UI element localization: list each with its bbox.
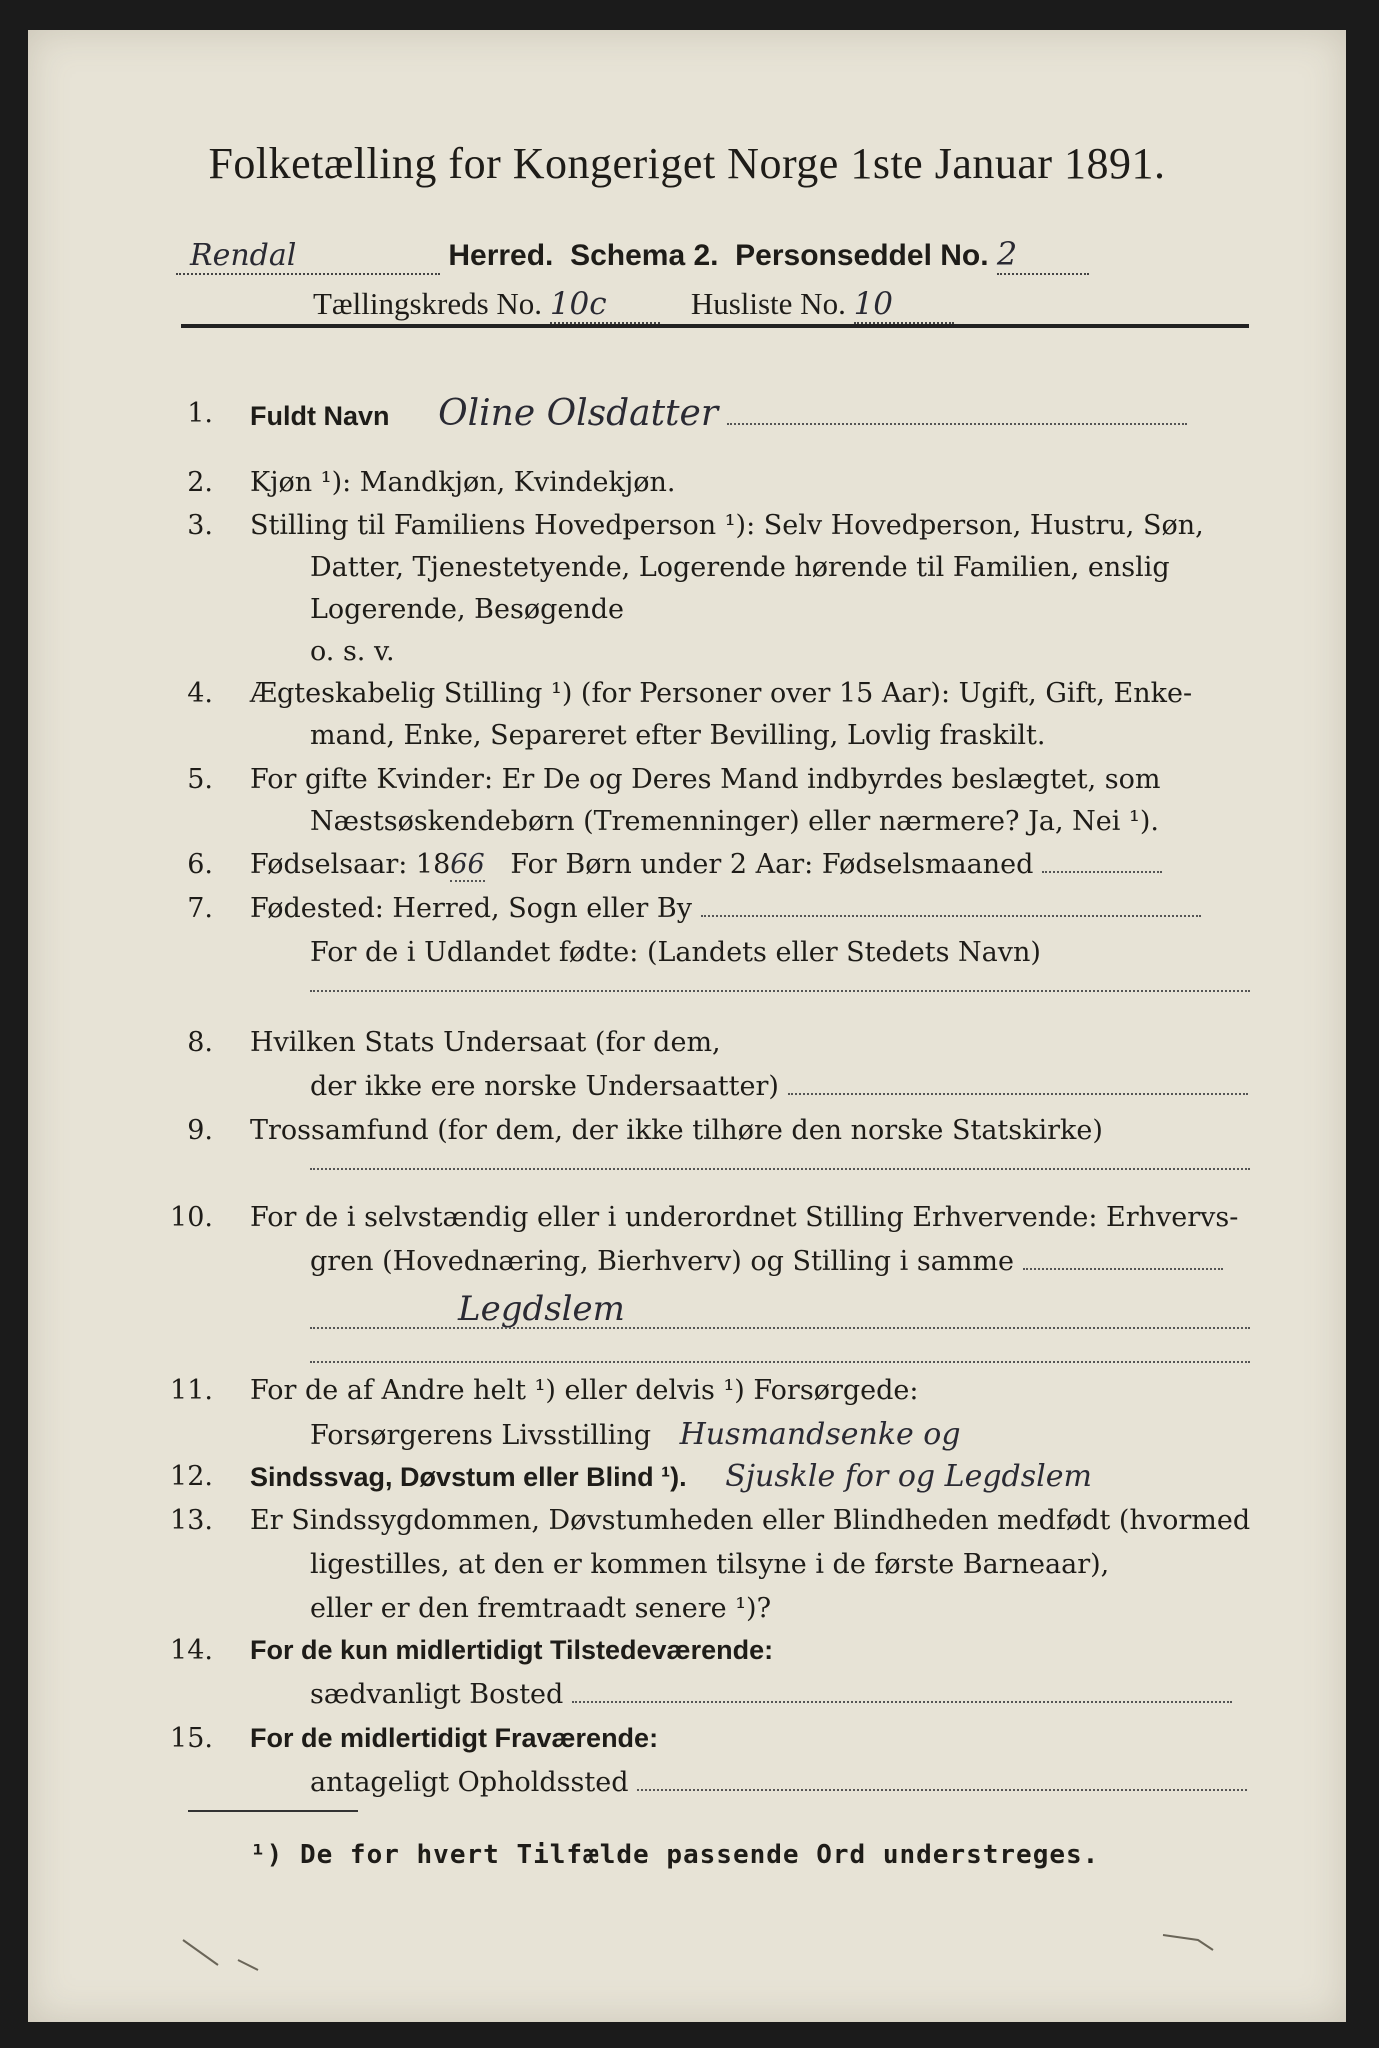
- field-text: Sindssvag, Døvstum eller Blind ¹).: [250, 1462, 687, 1492]
- scan-mark-icon: [1158, 1925, 1248, 1965]
- field-number: 6.: [187, 849, 213, 880]
- husliste-label: Husliste No.: [690, 286, 846, 321]
- field-text: Ægteskabelig Stilling ¹) (for Personer over 15 Aar): Ugift, Gift, Enke-: [250, 678, 1193, 709]
- field-text: Forsørgerens Livsstilling: [310, 1420, 652, 1451]
- field-text: For Børn under 2 Aar: Fødselsmaaned: [510, 849, 1034, 880]
- leader-dots: [727, 409, 1187, 425]
- herred-label: Herred.: [448, 239, 554, 272]
- disability-value: Sjuskle for og Legdslem: [725, 1459, 1092, 1494]
- field-text: Fødselsaar: 18: [250, 849, 451, 880]
- leader-dots: [701, 901, 1201, 917]
- header-rule: [181, 324, 1249, 328]
- field-number: 9.: [187, 1115, 213, 1146]
- field-number: 3.: [187, 510, 213, 541]
- field-text: ligestilles, at den er kommen tilsyne i de første Barneaar),: [310, 1549, 1110, 1580]
- personseddel-label: Personseddel No.: [735, 239, 989, 272]
- leader-dots: [310, 1154, 1250, 1170]
- field-7-line: [250, 888, 1201, 929]
- leader-dots: [1023, 1254, 1223, 1270]
- full-name-value: Oline Olsdatter: [438, 393, 719, 434]
- field-text: For de i Udlandet fødte: (Landets eller Stedets Navn): [310, 937, 1041, 968]
- provider-value: Husmandsenke og: [679, 1417, 961, 1452]
- tellingskreds-label: Tællingskreds No.: [313, 286, 543, 321]
- birth-year-value: 66: [450, 849, 485, 880]
- field-text: eller er den fremtraadt senere ¹)?: [310, 1593, 772, 1624]
- field-text: Hvilken Stats Undersaat (for dem,: [250, 1027, 721, 1058]
- herred-line: [176, 235, 1254, 275]
- tellingskreds-line: [313, 286, 954, 324]
- field-text: der ikke ere norske Undersaatter): [310, 1071, 779, 1102]
- field-text: antageligt Opholdssted: [310, 1767, 629, 1798]
- field-6-line: [250, 844, 1162, 885]
- husliste-value: 10: [854, 286, 954, 324]
- footnote-rule: [188, 1810, 358, 1812]
- field-number: 14.: [170, 1635, 213, 1666]
- occupation-value: Legdslem: [458, 1289, 625, 1329]
- leader-dots: [788, 1079, 1248, 1095]
- personseddel-value: 2: [997, 235, 1089, 275]
- field-text: For de af Andre helt ¹) eller delvis ¹) Forsørgede:: [250, 1375, 919, 1406]
- leader-dots: [310, 1313, 1250, 1329]
- footnote: ¹) De for hvert Tilfælde passende Ord understreges.: [250, 1840, 1100, 1870]
- leader-dots: [572, 1687, 1232, 1703]
- leader-dots: [637, 1775, 1247, 1791]
- leader-dots: [310, 1347, 1250, 1363]
- field-number: 15.: [170, 1723, 213, 1754]
- schema-label: Schema 2.: [570, 239, 719, 272]
- field-number: 2.: [187, 467, 213, 498]
- field-text: o. s. v.: [310, 636, 395, 667]
- field-text: Næstsøskendebørn (Tremenninger) eller nærmere? Ja, Nei ¹).: [310, 806, 1159, 837]
- field-14-line: [310, 1674, 1232, 1715]
- field-number: 11.: [170, 1375, 213, 1406]
- leader-dots: [1042, 857, 1162, 873]
- field-12-line: [250, 1456, 1092, 1498]
- tellingskreds-value: 10c: [550, 286, 660, 324]
- field-number: 13.: [170, 1505, 213, 1536]
- field-number: 10.: [170, 1202, 213, 1233]
- field-1-line: [250, 393, 1187, 437]
- field-text: gren (Hovednæring, Bierhverv) og Stilling i samme: [310, 1246, 1015, 1277]
- field-text: Kjøn ¹): Mandkjøn, Kvindekjøn.: [250, 467, 676, 498]
- field-number: 5.: [187, 764, 213, 795]
- census-form-sheet: [28, 30, 1346, 2022]
- field-text: For gifte Kvinder: Er De og Deres Mand indbyrdes beslægtet, som: [250, 764, 1161, 795]
- field-number: 1.: [187, 398, 213, 429]
- field-text: For de kun midlertidigt Tilstedeværende:: [250, 1635, 774, 1665]
- field-number: 8.: [187, 1027, 213, 1058]
- scan-mark-icon: [178, 1935, 268, 1975]
- field-text: For de midlertidigt Fraværende:: [250, 1723, 659, 1753]
- field-text: mand, Enke, Separeret efter Bevilling, Lovlig fraskilt.: [310, 720, 1046, 751]
- form-title: Folketælling for Kongeriget Norge 1ste Januar 1891.: [208, 139, 1166, 188]
- leader-dots: [310, 976, 1250, 992]
- field-text: Fødested: Herred, Sogn eller By: [250, 893, 693, 924]
- field-text: Er Sindssygdommen, Døvstumheden eller Blindheden medfødt (hvormed: [250, 1505, 1251, 1536]
- herred-value: Rendal: [176, 238, 440, 275]
- field-text: sædvanligt Bosted: [310, 1679, 564, 1710]
- field-number: 4.: [187, 678, 213, 709]
- field-number: 12.: [170, 1461, 213, 1492]
- field-15-line: [310, 1762, 1247, 1803]
- field-text: Logerende, Besøgende: [310, 594, 624, 625]
- field-text: Trossamfund (for dem, der ikke tilhøre den norske Statskirke): [250, 1115, 1103, 1146]
- field-label: Fuldt Navn: [250, 401, 390, 431]
- field-text: Stilling til Familiens Hovedperson ¹): Selv Hovedperson, Hustru, Søn,: [250, 510, 1204, 541]
- field-10-line: [310, 1241, 1223, 1282]
- field-number: 7.: [187, 893, 213, 924]
- field-11-line: [310, 1414, 961, 1456]
- field-8-line: [310, 1066, 1248, 1107]
- field-text: For de i selvstændig eller i underordnet Stilling Erhvervende: Erhvervs-: [250, 1202, 1239, 1233]
- field-text: Datter, Tjenestetyende, Logerende hørende til Familien, enslig: [310, 552, 1170, 583]
